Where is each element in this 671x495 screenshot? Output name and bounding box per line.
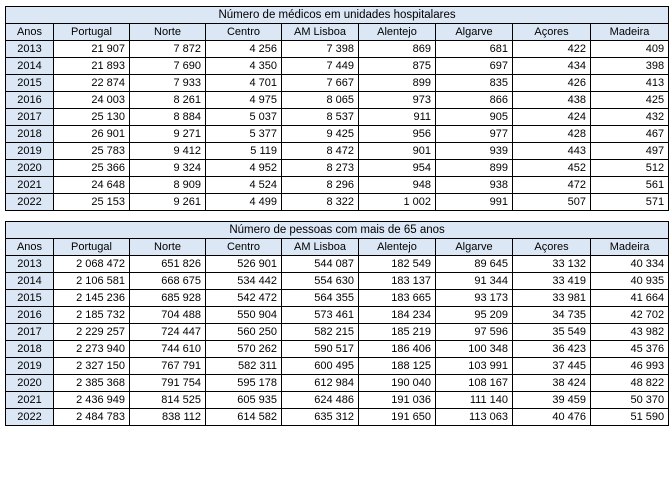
cell-value: 183 137 — [359, 273, 436, 290]
cell-value: 190 040 — [359, 375, 436, 392]
cell-value: 767 791 — [130, 358, 206, 375]
row-year: 2021 — [6, 392, 54, 409]
cell-value: 4 975 — [206, 92, 282, 109]
cell-value: 573 461 — [282, 307, 359, 324]
column-header-centro: Centro — [206, 239, 282, 256]
cell-value: 681 — [436, 41, 513, 58]
table-row — [6, 256, 669, 273]
cell-value: 33 132 — [513, 256, 591, 273]
table-row — [6, 177, 669, 194]
cell-value: 838 112 — [130, 409, 206, 426]
cell-value: 8 472 — [282, 143, 359, 160]
table-row — [6, 358, 669, 375]
table-header-row — [6, 24, 669, 41]
cell-value: 5 037 — [206, 109, 282, 126]
cell-value: 426 — [513, 75, 591, 92]
column-header-am-lisboa: AM Lisboa — [282, 239, 359, 256]
cell-value: 103 991 — [436, 358, 513, 375]
row-year: 2019 — [6, 358, 54, 375]
cell-value: 24 003 — [54, 92, 130, 109]
cell-value: 183 665 — [359, 290, 436, 307]
cell-value: 33 981 — [513, 290, 591, 307]
cell-value: 911 — [359, 109, 436, 126]
cell-value: 33 419 — [513, 273, 591, 290]
cell-value: 2 106 581 — [54, 273, 130, 290]
cell-value: 45 376 — [591, 341, 669, 358]
table-row — [6, 392, 669, 409]
column-header-portugal: Portugal — [54, 24, 130, 41]
cell-value: 2 385 368 — [54, 375, 130, 392]
column-header-algarve: Algarve — [436, 24, 513, 41]
cell-value: 7 933 — [130, 75, 206, 92]
column-header-algarve: Algarve — [436, 239, 513, 256]
cell-value: 422 — [513, 41, 591, 58]
cell-value: 9 425 — [282, 126, 359, 143]
column-header-alentejo: Alentejo — [359, 239, 436, 256]
table-row — [6, 58, 669, 75]
cell-value: 542 472 — [206, 290, 282, 307]
cell-value: 185 219 — [359, 324, 436, 341]
cell-value: 564 355 — [282, 290, 359, 307]
cell-value: 26 901 — [54, 126, 130, 143]
row-year: 2014 — [6, 58, 54, 75]
cell-value: 2 185 732 — [54, 307, 130, 324]
cell-value: 651 826 — [130, 256, 206, 273]
cell-value: 108 167 — [436, 375, 513, 392]
cell-value: 25 130 — [54, 109, 130, 126]
cell-value: 905 — [436, 109, 513, 126]
column-header-norte: Norte — [130, 24, 206, 41]
cell-value: 2 145 236 — [54, 290, 130, 307]
cell-value: 612 984 — [282, 375, 359, 392]
row-year: 2020 — [6, 160, 54, 177]
cell-value: 184 234 — [359, 307, 436, 324]
cell-value: 590 517 — [282, 341, 359, 358]
cell-value: 48 822 — [591, 375, 669, 392]
cell-value: 4 524 — [206, 177, 282, 194]
row-year: 2016 — [6, 307, 54, 324]
cell-value: 939 — [436, 143, 513, 160]
cell-value: 40 476 — [513, 409, 591, 426]
cell-value: 948 — [359, 177, 436, 194]
cell-value: 744 610 — [130, 341, 206, 358]
table-row — [6, 143, 669, 160]
cell-value: 4 350 — [206, 58, 282, 75]
cell-value: 605 935 — [206, 392, 282, 409]
table-row — [6, 92, 669, 109]
row-year: 2020 — [6, 375, 54, 392]
cell-value: 428 — [513, 126, 591, 143]
table-row — [6, 273, 669, 290]
cell-value: 991 — [436, 194, 513, 211]
row-year: 2018 — [6, 341, 54, 358]
cell-value: 113 063 — [436, 409, 513, 426]
cell-value: 554 630 — [282, 273, 359, 290]
cell-value: 2 273 940 — [54, 341, 130, 358]
cell-value: 93 173 — [436, 290, 513, 307]
row-year: 2022 — [6, 194, 54, 211]
table-row — [6, 341, 669, 358]
cell-value: 4 499 — [206, 194, 282, 211]
column-header-centro: Centro — [206, 24, 282, 41]
table-row — [6, 160, 669, 177]
cell-value: 560 250 — [206, 324, 282, 341]
row-year: 2015 — [6, 75, 54, 92]
cell-value: 21 893 — [54, 58, 130, 75]
cell-value: 4 701 — [206, 75, 282, 92]
cell-value: 452 — [513, 160, 591, 177]
cell-value: 182 549 — [359, 256, 436, 273]
cell-value: 685 928 — [130, 290, 206, 307]
cell-value: 46 993 — [591, 358, 669, 375]
table-row — [6, 409, 669, 426]
cell-value: 570 262 — [206, 341, 282, 358]
row-year: 2017 — [6, 109, 54, 126]
cell-value: 614 582 — [206, 409, 282, 426]
cell-value: 977 — [436, 126, 513, 143]
cell-value: 595 178 — [206, 375, 282, 392]
cell-value: 899 — [436, 160, 513, 177]
cell-value: 472 — [513, 177, 591, 194]
cell-value: 704 488 — [130, 307, 206, 324]
cell-value: 600 495 — [282, 358, 359, 375]
table-row — [6, 75, 669, 92]
table-row — [6, 41, 669, 58]
cell-value: 697 — [436, 58, 513, 75]
cell-value: 24 648 — [54, 177, 130, 194]
cell-value: 97 596 — [436, 324, 513, 341]
cell-value: 8 273 — [282, 160, 359, 177]
cell-value: 526 901 — [206, 256, 282, 273]
cell-value: 624 486 — [282, 392, 359, 409]
table-row — [6, 375, 669, 392]
cell-value: 534 442 — [206, 273, 282, 290]
cell-value: 899 — [359, 75, 436, 92]
cell-value: 954 — [359, 160, 436, 177]
cell-value: 40 334 — [591, 256, 669, 273]
cell-value: 434 — [513, 58, 591, 75]
cell-value: 582 311 — [206, 358, 282, 375]
row-year: 2016 — [6, 92, 54, 109]
table-row — [6, 307, 669, 324]
cell-value: 875 — [359, 58, 436, 75]
cell-value: 8 261 — [130, 92, 206, 109]
cell-value: 41 664 — [591, 290, 669, 307]
table-title-row — [6, 7, 669, 24]
cell-value: 443 — [513, 143, 591, 160]
row-year: 2019 — [6, 143, 54, 160]
cell-value: 89 645 — [436, 256, 513, 273]
cell-value: 25 783 — [54, 143, 130, 160]
cell-value: 186 406 — [359, 341, 436, 358]
cell-value: 95 209 — [436, 307, 513, 324]
cell-value: 21 907 — [54, 41, 130, 58]
cell-value: 36 423 — [513, 341, 591, 358]
cell-value: 9 271 — [130, 126, 206, 143]
column-header-madeira: Madeira — [591, 239, 669, 256]
column-header-acores: Açores — [513, 239, 591, 256]
cell-value: 550 904 — [206, 307, 282, 324]
cell-value: 2 068 472 — [54, 256, 130, 273]
cell-value: 938 — [436, 177, 513, 194]
table-row — [6, 126, 669, 143]
cell-value: 188 125 — [359, 358, 436, 375]
cell-value: 2 484 783 — [54, 409, 130, 426]
cell-value: 7 398 — [282, 41, 359, 58]
cell-value: 8 884 — [130, 109, 206, 126]
row-year: 2018 — [6, 126, 54, 143]
cell-value: 2 229 257 — [54, 324, 130, 341]
cell-value: 9 261 — [130, 194, 206, 211]
cell-value: 7 872 — [130, 41, 206, 58]
column-header-portugal: Portugal — [54, 239, 130, 256]
cell-value: 432 — [591, 109, 669, 126]
table-title: Número de médicos em unidades hospitalares — [6, 7, 669, 24]
cell-value: 1 002 — [359, 194, 436, 211]
cell-value: 8 322 — [282, 194, 359, 211]
cell-value: 901 — [359, 143, 436, 160]
cell-value: 25 366 — [54, 160, 130, 177]
cell-value: 413 — [591, 75, 669, 92]
column-header-anos: Anos — [6, 24, 54, 41]
cell-value: 51 590 — [591, 409, 669, 426]
cell-value: 40 935 — [591, 273, 669, 290]
row-year: 2015 — [6, 290, 54, 307]
cell-value: 835 — [436, 75, 513, 92]
cell-value: 22 874 — [54, 75, 130, 92]
cell-value: 50 370 — [591, 392, 669, 409]
column-header-norte: Norte — [130, 239, 206, 256]
cell-value: 43 982 — [591, 324, 669, 341]
cell-value: 191 650 — [359, 409, 436, 426]
cell-value: 34 735 — [513, 307, 591, 324]
row-year: 2022 — [6, 409, 54, 426]
cell-value: 409 — [591, 41, 669, 58]
cell-value: 2 436 949 — [54, 392, 130, 409]
column-header-anos: Anos — [6, 239, 54, 256]
cell-value: 544 087 — [282, 256, 359, 273]
cell-value: 8 296 — [282, 177, 359, 194]
cell-value: 425 — [591, 92, 669, 109]
cell-value: 561 — [591, 177, 669, 194]
cell-value: 7 449 — [282, 58, 359, 75]
cell-value: 8 909 — [130, 177, 206, 194]
cell-value: 635 312 — [282, 409, 359, 426]
cell-value: 35 549 — [513, 324, 591, 341]
cell-value: 512 — [591, 160, 669, 177]
cell-value: 191 036 — [359, 392, 436, 409]
cell-value: 8 065 — [282, 92, 359, 109]
column-header-madeira: Madeira — [591, 24, 669, 41]
cell-value: 7 667 — [282, 75, 359, 92]
table-row — [6, 109, 669, 126]
cell-value: 39 459 — [513, 392, 591, 409]
table-title: Número de pessoas com mais de 65 anos — [6, 222, 669, 239]
cell-value: 4 952 — [206, 160, 282, 177]
cell-value: 9 324 — [130, 160, 206, 177]
row-year: 2017 — [6, 324, 54, 341]
cell-value: 91 344 — [436, 273, 513, 290]
column-header-alentejo: Alentejo — [359, 24, 436, 41]
cell-value: 571 — [591, 194, 669, 211]
row-year: 2013 — [6, 256, 54, 273]
cell-value: 438 — [513, 92, 591, 109]
cell-value: 814 525 — [130, 392, 206, 409]
cell-value: 398 — [591, 58, 669, 75]
population-65-table — [5, 221, 669, 426]
cell-value: 7 690 — [130, 58, 206, 75]
table-title-row — [6, 222, 669, 239]
cell-value: 467 — [591, 126, 669, 143]
table-row — [6, 324, 669, 341]
cell-value: 5 119 — [206, 143, 282, 160]
cell-value: 37 445 — [513, 358, 591, 375]
cell-value: 5 377 — [206, 126, 282, 143]
cell-value: 2 327 150 — [54, 358, 130, 375]
cell-value: 668 675 — [130, 273, 206, 290]
cell-value: 25 153 — [54, 194, 130, 211]
cell-value: 956 — [359, 126, 436, 143]
cell-value: 866 — [436, 92, 513, 109]
cell-value: 724 447 — [130, 324, 206, 341]
row-year: 2014 — [6, 273, 54, 290]
row-year: 2013 — [6, 41, 54, 58]
doctors-table — [5, 6, 669, 211]
cell-value: 582 215 — [282, 324, 359, 341]
table-row — [6, 194, 669, 211]
cell-value: 497 — [591, 143, 669, 160]
cell-value: 8 537 — [282, 109, 359, 126]
cell-value: 111 140 — [436, 392, 513, 409]
cell-value: 791 754 — [130, 375, 206, 392]
column-header-acores: Açores — [513, 24, 591, 41]
cell-value: 100 348 — [436, 341, 513, 358]
cell-value: 42 702 — [591, 307, 669, 324]
cell-value: 38 424 — [513, 375, 591, 392]
table-row — [6, 290, 669, 307]
cell-value: 4 256 — [206, 41, 282, 58]
cell-value: 973 — [359, 92, 436, 109]
table-header-row — [6, 239, 669, 256]
cell-value: 869 — [359, 41, 436, 58]
row-year: 2021 — [6, 177, 54, 194]
column-header-am-lisboa: AM Lisboa — [282, 24, 359, 41]
cell-value: 507 — [513, 194, 591, 211]
cell-value: 424 — [513, 109, 591, 126]
cell-value: 9 412 — [130, 143, 206, 160]
